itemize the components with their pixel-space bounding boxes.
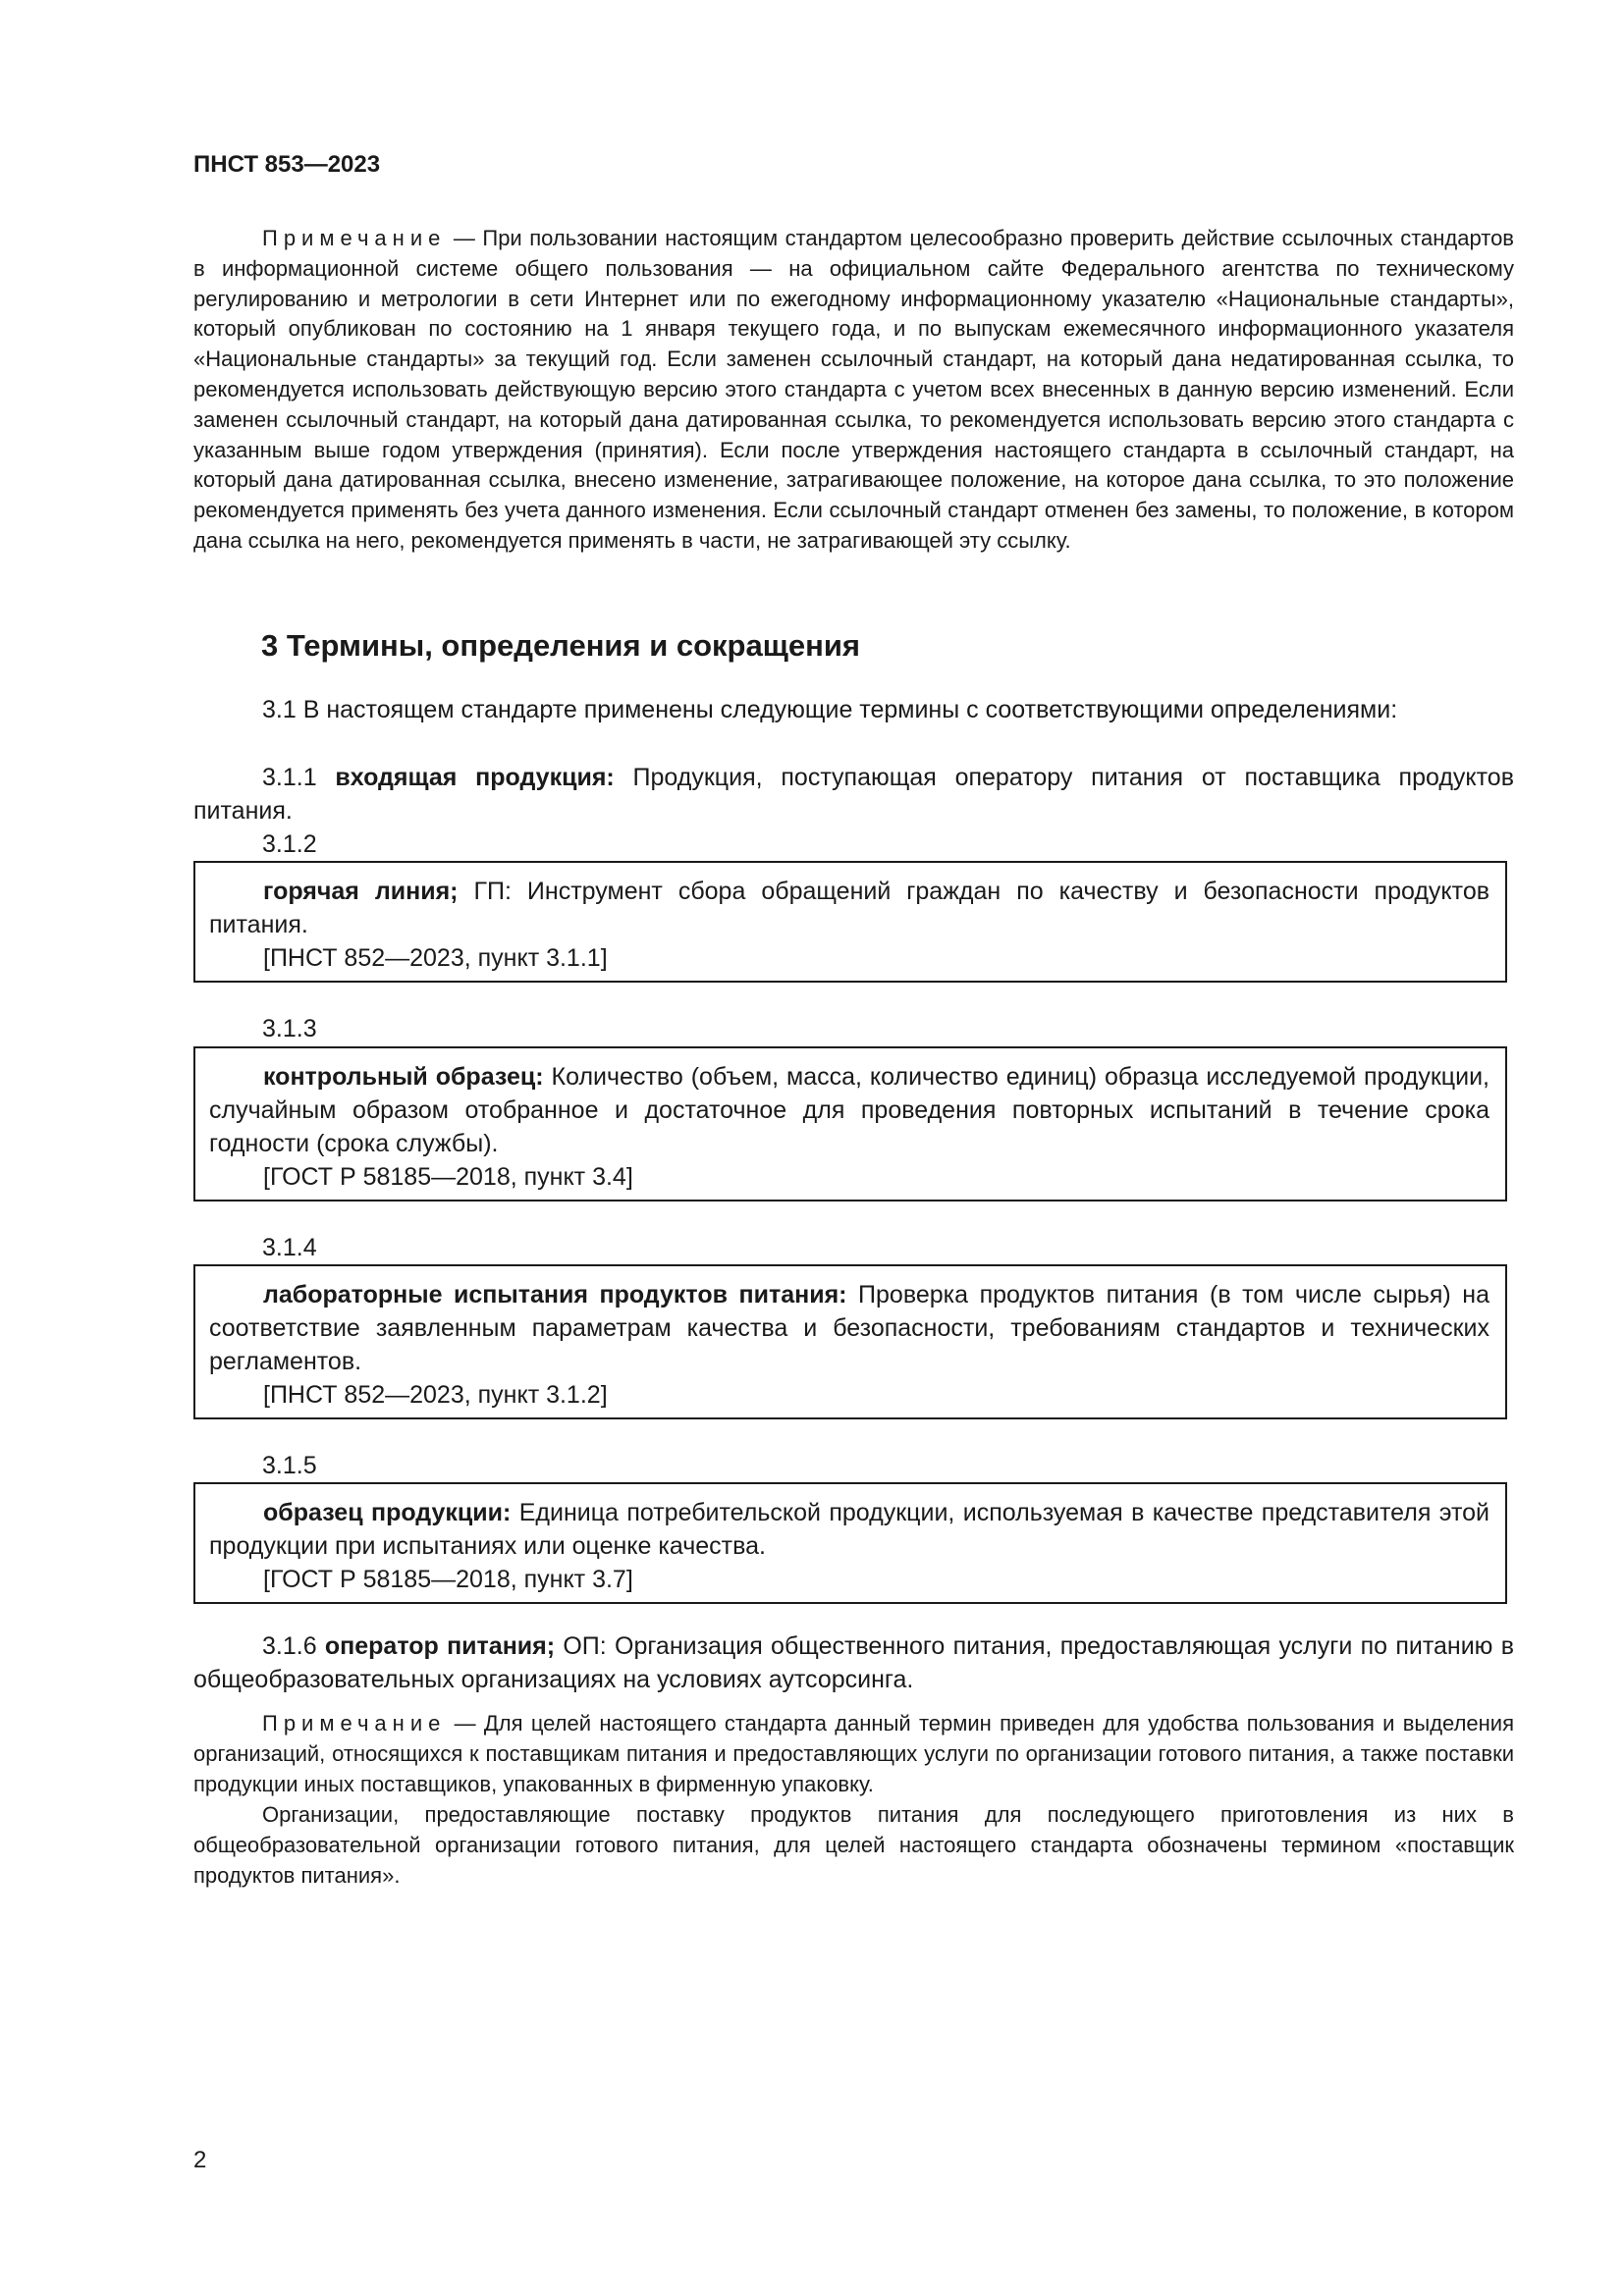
term-definition: Единица потребительской продукции, используемая в качестве представителя этой продукции при испытаниях или оценке качества. (209, 1499, 1490, 1560)
page-number: 2 (193, 2147, 207, 2173)
term-source: [ПНСТ 852—2023, пункт 3.1.1] (263, 944, 608, 972)
term-definition-block (209, 1060, 1489, 1160)
term-3-1-6 (193, 1629, 1514, 1696)
term-definition-block (209, 1496, 1489, 1563)
term-source: [ГОСТ Р 58185—2018, пункт 3.7] (263, 1566, 633, 1593)
term-3-1-1 (193, 761, 1514, 828)
term-name: лабораторные испытания продуктов питания: (263, 1281, 847, 1308)
term-number-3-1-3: 3.1.3 (262, 1015, 317, 1042)
note-label: Примечание (262, 1711, 447, 1735)
term-box-3-1-2 (193, 861, 1507, 983)
term-name: контрольный образец: (263, 1063, 544, 1091)
reference-note (193, 224, 1514, 557)
term-name: входящая продукция: (335, 764, 615, 791)
term-box-3-1-3 (193, 1046, 1507, 1201)
term-note-continuation: Организации, предоставляющие поставку продуктов питания для последующего приготовления из них в общеобразовательной организации готового питания, для целей настоящего стандарта обозначены термином «поставщик продуктов питания». (193, 1802, 1514, 1888)
term-definition: Проверка продуктов питания (в том числе сырья) на соответствие заявленным параметрам качества и безопасности, требованиям стандартов и технических регламентов. (209, 1281, 1489, 1375)
term-definition: ГП: Инструмент сбора обращений граждан по качеству и безопасности продуктов питания. (209, 878, 1490, 938)
term-name: горячая линия; (263, 878, 459, 905)
section-title: 3 Термины, определения и сокращения (261, 628, 860, 663)
term-number-3-1-2: 3.1.2 (262, 830, 317, 858)
term-name: образец продукции: (263, 1499, 512, 1526)
term-box-3-1-5 (193, 1482, 1507, 1604)
paragraph-3-1: 3.1 В настоящем стандарте применены следующие термины с соответствующими определениями: (262, 696, 1398, 723)
note-text: — При пользовании настоящим стандартом целесообразно проверить действие ссылочных стандартов в информационной системе общего пользования — на официальном сайте Федерального агентства по техническому регулированию и метрологии в сети Интернет или по ежегодному информационному указателю «Национальные стандарты», который опубликован по состоянию на 1 января текущего года, и по выпускам ежемесячного информационного указателя «Национальные стандарты» за текущий год. Если заменен ссылочный стандарт, на который дана недатированная ссылка, то рекомендуется использовать действующую версию этого стандарта с учетом всех внесенных в данную версию изменений. Если заменен ссылочный стандарт, на который дана датированная ссылка, то рекомендуется использовать версию этого стандарта с указанным выше годом утверждения (принятия). Если после утверждения настоящего стандарта в ссылочный стандарт, на который дана датированная ссылка, внесено изменение, затрагивающее положение, на которое дана ссылка, то это положение рекомендуется применять без учета данного изменения. Если ссылочный стандарт отменен без замены, то положение, в котором дана ссылка на него, рекомендуется применять в части, не затрагивающей эту ссылку. (193, 226, 1514, 553)
term-definition: ОП: Организация общественного питания, предоставляющая услуги по питанию в общеобразовательных организациях на условиях аутсорсинга. (193, 1632, 1514, 1693)
term-name: оператор питания; (324, 1632, 556, 1660)
term-definition-block (209, 1278, 1489, 1378)
term-number-3-1-4: 3.1.4 (262, 1234, 317, 1261)
term-box-3-1-4 (193, 1264, 1507, 1419)
term-source: [ГОСТ Р 58185—2018, пункт 3.4] (263, 1163, 633, 1191)
note-text: — Для целей настоящего стандарта данный термин приведен для удобства пользования и выделения организаций, относящихся к поставщикам питания и предоставляющих услуги по организации готового питания, а также поставки продукции иных поставщиков, упакованных в фирменную упаковку. (193, 1711, 1514, 1796)
term-definition: Продукция, поступающая оператору питания от поставщика продуктов питания. (193, 764, 1514, 825)
term-definition-block (209, 875, 1489, 941)
term-number: 3.1.1 (262, 764, 336, 791)
term-number: 3.1.6 (262, 1632, 325, 1660)
term-number-3-1-5: 3.1.5 (262, 1452, 317, 1479)
term-source: [ПНСТ 852—2023, пункт 3.1.2] (263, 1381, 608, 1409)
term-note (193, 1709, 1514, 1799)
note-label: Примечание (262, 226, 447, 250)
term-definition: Количество (объем, масса, количество единиц) образца исследуемой продукции, случайным образом отобранное и достаточное для проведения повторных испытаний в течение срока годности (срока службы). (209, 1063, 1489, 1157)
document-header: ПНСТ 853—2023 (193, 151, 381, 178)
